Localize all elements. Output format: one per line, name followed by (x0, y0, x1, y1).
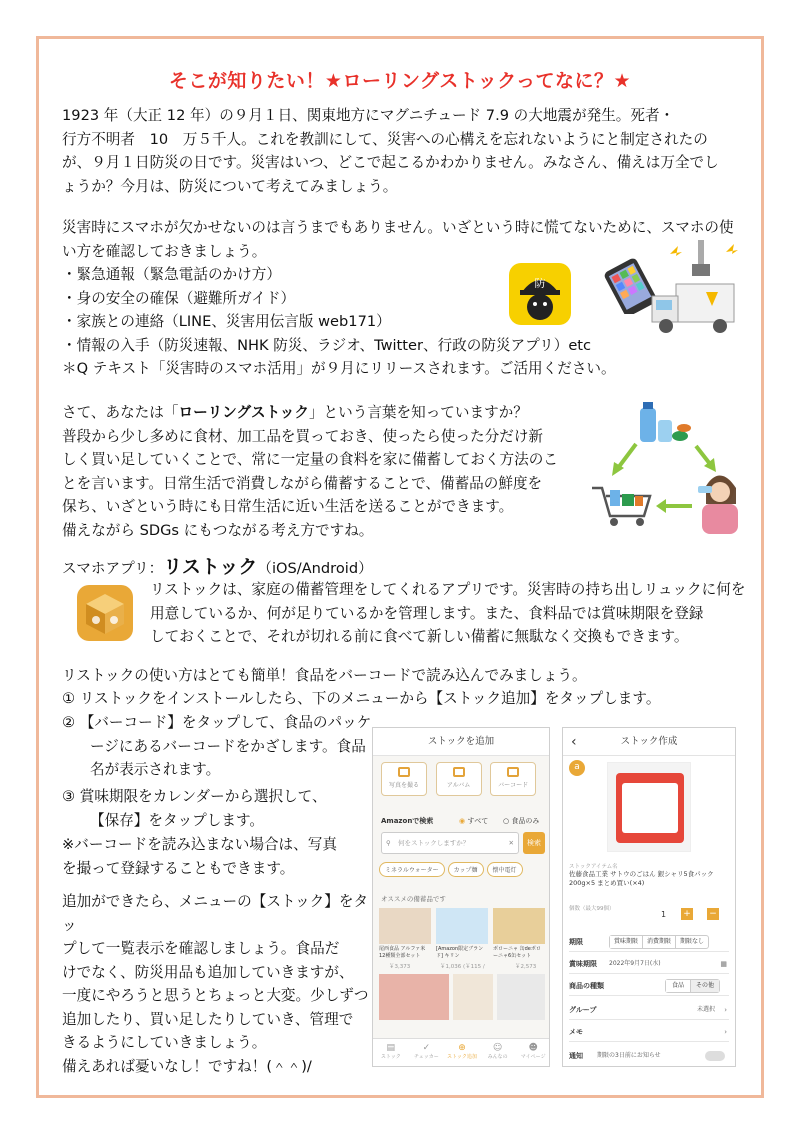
item-type-label: 商品の種類 (569, 982, 604, 990)
smartphone-bullet-list (62, 263, 662, 357)
howto-note (62, 833, 372, 880)
bottom-tab-bar (373, 1038, 550, 1066)
product-image[interactable] (497, 974, 545, 1020)
qty-label: 個数（最大99個） (569, 906, 615, 912)
step2-line: ② 【バーコード】をタップして、食品のパッケ (62, 714, 372, 731)
app-heading (62, 552, 373, 579)
type-option-food[interactable]: 食品 (666, 980, 690, 992)
app-desc-line: リストックは、家庭の備蓄管理をしてくれるアプリです。災害時の持ち出しリュックに何を (150, 581, 746, 598)
photo-button[interactable] (381, 762, 427, 796)
expiry-date-row[interactable] (569, 954, 729, 974)
rolling-heading-line (62, 401, 582, 425)
tab-stock-label: ストック (380, 1054, 401, 1060)
product-image[interactable] (436, 908, 488, 944)
suggestion-chips (379, 862, 526, 877)
radio-food-label: 食品のみ (511, 817, 540, 825)
tab-mypage[interactable] (515, 1039, 550, 1066)
closing-line: 追加ができたら、メニューの【ストック】をタッ (62, 893, 369, 934)
rolling-line: 保ち、いざという時にも日常生活に近い生活を送ることができます。 (62, 498, 514, 515)
qty-plus-button[interactable]: + (681, 908, 693, 920)
app-name: リストック (163, 556, 258, 578)
rolling-line: 備えながら SDGs にもつながる考え方ですね。 (62, 521, 374, 539)
back-icon[interactable]: ‹ (571, 734, 577, 750)
step3-line: ③ 賞味期限をカレンダーから選択して、 (62, 788, 327, 805)
memo-row[interactable] (569, 1022, 729, 1042)
tab-stock[interactable] (373, 1039, 409, 1066)
add-method-buttons (381, 762, 536, 796)
smartphone-line: 災害時にスマホが欠かせないのは言うまでもありません。いざという時に慌てないために、スマホの使 (62, 219, 734, 236)
phone-screenshot-stock-create (562, 727, 736, 1067)
step2-line: ージにあるバーコードをかざします。食品 (90, 737, 366, 755)
radio-all[interactable]: ◉ すべて (459, 817, 489, 825)
checker-tab-icon: ✓ (422, 1043, 431, 1053)
step3-line: 【保存】をタップします。 (90, 811, 264, 829)
smartphone-paragraph (62, 216, 742, 263)
barcode-button-label: バーコード (498, 782, 529, 789)
rolling-line: しく買い足していくことで、常に一定量の食料を家に備蓄しておく方法のこ (62, 451, 558, 468)
rolling-paragraph (62, 401, 582, 542)
step2-line: 名が表示されます。 (90, 761, 221, 778)
period-option[interactable]: 消費期限 (642, 936, 675, 948)
chip-cup-noodle[interactable]: カップ麺 (448, 862, 484, 877)
product-image[interactable] (379, 974, 449, 1020)
stock-add-header: ストックを追加 (373, 728, 549, 756)
radio-food[interactable]: ○ 食品のみ (503, 817, 540, 825)
rolling-post: 」という言葉を知っていますか？ (308, 404, 528, 421)
truck-illustration (648, 240, 748, 348)
chip-mineral-water[interactable]: ミネラルウォーター (379, 862, 445, 877)
howto-step-3 (62, 785, 372, 832)
closing-line: 備えあれば憂いなし！ですね！(＾＾)/ (62, 1057, 312, 1075)
group-row[interactable] (569, 1000, 729, 1020)
bullet-item: ・緊急通報（緊急電話のかけ方） (62, 266, 281, 283)
period-row (569, 932, 729, 952)
product-image[interactable] (379, 908, 431, 944)
product-price: ￥1,036 (￥115 / (440, 964, 485, 970)
smartphone-line: い方を確認しておきましょう。 (62, 242, 267, 260)
amazon-search-row (381, 816, 543, 826)
howto-step-1: ① リストックをインストールしたら、下のメニューから【ストック追加】をタップします。 (62, 690, 661, 707)
notify-toggle[interactable] (705, 1051, 725, 1061)
qty-value: 1 (661, 910, 667, 919)
radio-all-label: すべて (467, 817, 489, 825)
intro-paragraph (62, 104, 742, 198)
item-name-value[interactable]: 佐藤食品工業 サトウのごはん 銀シャリ5食パック 200g×5 まとめ買い(×4) (569, 870, 714, 887)
tab-stock-add-label: ストック追加 (447, 1054, 477, 1060)
restock-app-icon (76, 584, 134, 642)
item-type-row (569, 976, 729, 996)
howto-closing (62, 890, 372, 1078)
notify-row (569, 1046, 729, 1066)
intro-line: 行方不明者 10 万５千人。これを教訓にして、災害への心構えを忘れないようにと制定されたの (62, 130, 708, 148)
intro-line: ょうか？今月は、防災について考えてみましょう。 (62, 177, 398, 195)
rolling-line: とを言います。日常生活で消費しながら備蓄することで、備蓄品の鮮度を (62, 474, 543, 492)
calendar-icon[interactable]: ▦ (720, 960, 727, 968)
search-placeholder: 何をストックしますか？ (398, 839, 470, 847)
closing-line: けでなく、防災用品も追加していきますが、 (62, 963, 354, 981)
page-title: そこが知りたい！★ローリングストックってなに？★ (168, 70, 632, 92)
howto-intro: リストックの使い方はとても簡単！食品をバーコードで読み込んでみましょう。 (62, 667, 587, 684)
qty-minus-button[interactable]: − (707, 908, 719, 920)
tab-everyone[interactable] (480, 1039, 516, 1066)
group-label: グループ (569, 1006, 597, 1014)
note-line: を撮って登録することもできます。 (62, 859, 295, 877)
chevron-right-icon: › (724, 1028, 727, 1036)
memo-label: メモ (569, 1028, 583, 1036)
stock-tab-icon: ▤ (386, 1043, 396, 1053)
app-platform: （iOS/Android） (257, 560, 373, 577)
camera-icon (398, 767, 410, 777)
closing-line: きるようにしていきましょう。 (62, 1034, 267, 1051)
notify-label: 通知 (569, 1052, 583, 1060)
product-price: ￥2,573 (515, 964, 537, 970)
tab-checker-label: チェッカー (413, 1054, 439, 1060)
bullet-item: ・情報の入手（防災速報、NHK 防災、ラジオ、Twitter、行政の防災アプリ）etc (62, 336, 592, 354)
product-photo (607, 762, 691, 852)
helmet-label: 防 (534, 277, 546, 290)
product-name: 尾西食品 アルファ米12種類全部セット (379, 946, 426, 959)
note-line: ※バーコードを読み込まない場合は、写真 (62, 836, 337, 853)
closing-line: 追加したり、買い足したりしていき、管理で (62, 1010, 354, 1028)
tab-everyone-label: みんなの (487, 1054, 508, 1060)
item-name-label: ストックアイテム名 (569, 864, 618, 870)
expiry-date-value: 2022年9月7日(水) (609, 960, 661, 967)
notify-value: 期限の3日前にお知らせ (597, 1052, 661, 1059)
rolling-keyword: ローリングストック (178, 404, 309, 421)
intro-line: 1923 年（大正 12 年）の９月１日、関東地方にマグニチュード 7.9 の大地震が発生。死者・ (62, 107, 675, 124)
expiry-date-label: 賞味期限 (569, 960, 597, 968)
app-desc-line: 用意しているか、何が足りているかを管理します。また、食料品では賞味期限を登録 (150, 604, 704, 622)
user-tab-icon: ☻ (528, 1043, 538, 1053)
album-icon (453, 767, 465, 777)
period-option[interactable]: 期限なし (675, 936, 708, 948)
type-segmented (665, 979, 720, 993)
bullet-item: ・家族との連絡（LINE、災害用伝言版 web171） (62, 313, 391, 330)
rolling-line: 普段から少し多めに食材、加工品を買っておき、使ったら使った分だけ新 (62, 427, 544, 445)
period-label: 期限 (569, 938, 583, 946)
app-label: スマホアプリ： (62, 560, 164, 577)
photo-button-label: 写真を撮る (388, 782, 419, 789)
rolling-pre: さて、あなたは「 (62, 404, 179, 421)
app-desc-line: しておくことで、それが切れる前に食べて新しい備蓄に無駄なく交換もできます。 (150, 628, 689, 645)
chip-flashlight[interactable]: 懐中電灯 (487, 862, 523, 877)
smartphone-note: ＊Q テキスト「災害時のスマホ活用」が９月にリリースされます。ご活用ください。 (62, 360, 616, 377)
phone-screenshot-stock-add (372, 727, 550, 1067)
stock-create-header (563, 728, 735, 756)
tab-mypage-label: マイページ (520, 1054, 546, 1060)
clear-icon[interactable]: ✕ (508, 839, 514, 847)
product-image[interactable] (493, 908, 545, 944)
type-option-other[interactable]: その他 (690, 980, 719, 992)
tab-stock-add[interactable] (444, 1039, 480, 1066)
intro-line: が、９月１日防災の日です。災害はいつ、どこで起こるかわかりません。みなさん、備えは万全でし (62, 154, 719, 171)
rolling-cycle-illustration (588, 398, 748, 540)
search-button[interactable]: 検索 (523, 832, 545, 854)
group-value: 未選択 (696, 1006, 715, 1013)
product-name: [Amazon限定ブランド] キリン (436, 946, 484, 959)
bullet-item: ・身の安全の確保（避難所ガイド） (62, 289, 296, 307)
search-input[interactable] (381, 832, 519, 854)
barcode-button[interactable] (490, 762, 536, 796)
howto-step-2 (62, 711, 372, 782)
product-name: ボローニャ 缶deボローニャ6缶セット (493, 946, 541, 959)
barcode-icon (507, 767, 519, 777)
album-button[interactable] (436, 762, 482, 796)
amazon-icon: a (569, 760, 585, 776)
add-tab-icon: ⊕ (458, 1043, 466, 1053)
recommend-label: オススメの備蓄品です (381, 895, 446, 903)
amazon-search-label: Amazonで検索 (381, 817, 434, 825)
tab-checker[interactable] (409, 1039, 445, 1066)
people-tab-icon: ☺ (492, 1043, 503, 1053)
rice-package-label (622, 783, 678, 833)
closing-line: プして一覧表示を確認しましょう。食品だ (62, 940, 340, 957)
stock-create-title: ストック作成 (620, 736, 678, 747)
search-icon: ⚲ (386, 839, 391, 847)
closing-line: 一度にやろうと思うとちょっと大変。少しずつ (62, 987, 369, 1004)
product-image[interactable] (453, 974, 493, 1020)
chevron-right-icon: › (724, 1006, 727, 1014)
bousai-app-icon (508, 262, 572, 326)
app-description (150, 578, 750, 649)
period-option[interactable]: 賞味期限 (610, 936, 642, 948)
album-button-label: アルバム (446, 782, 471, 789)
period-segmented (609, 935, 709, 949)
product-price: ￥3,373 (389, 964, 411, 970)
